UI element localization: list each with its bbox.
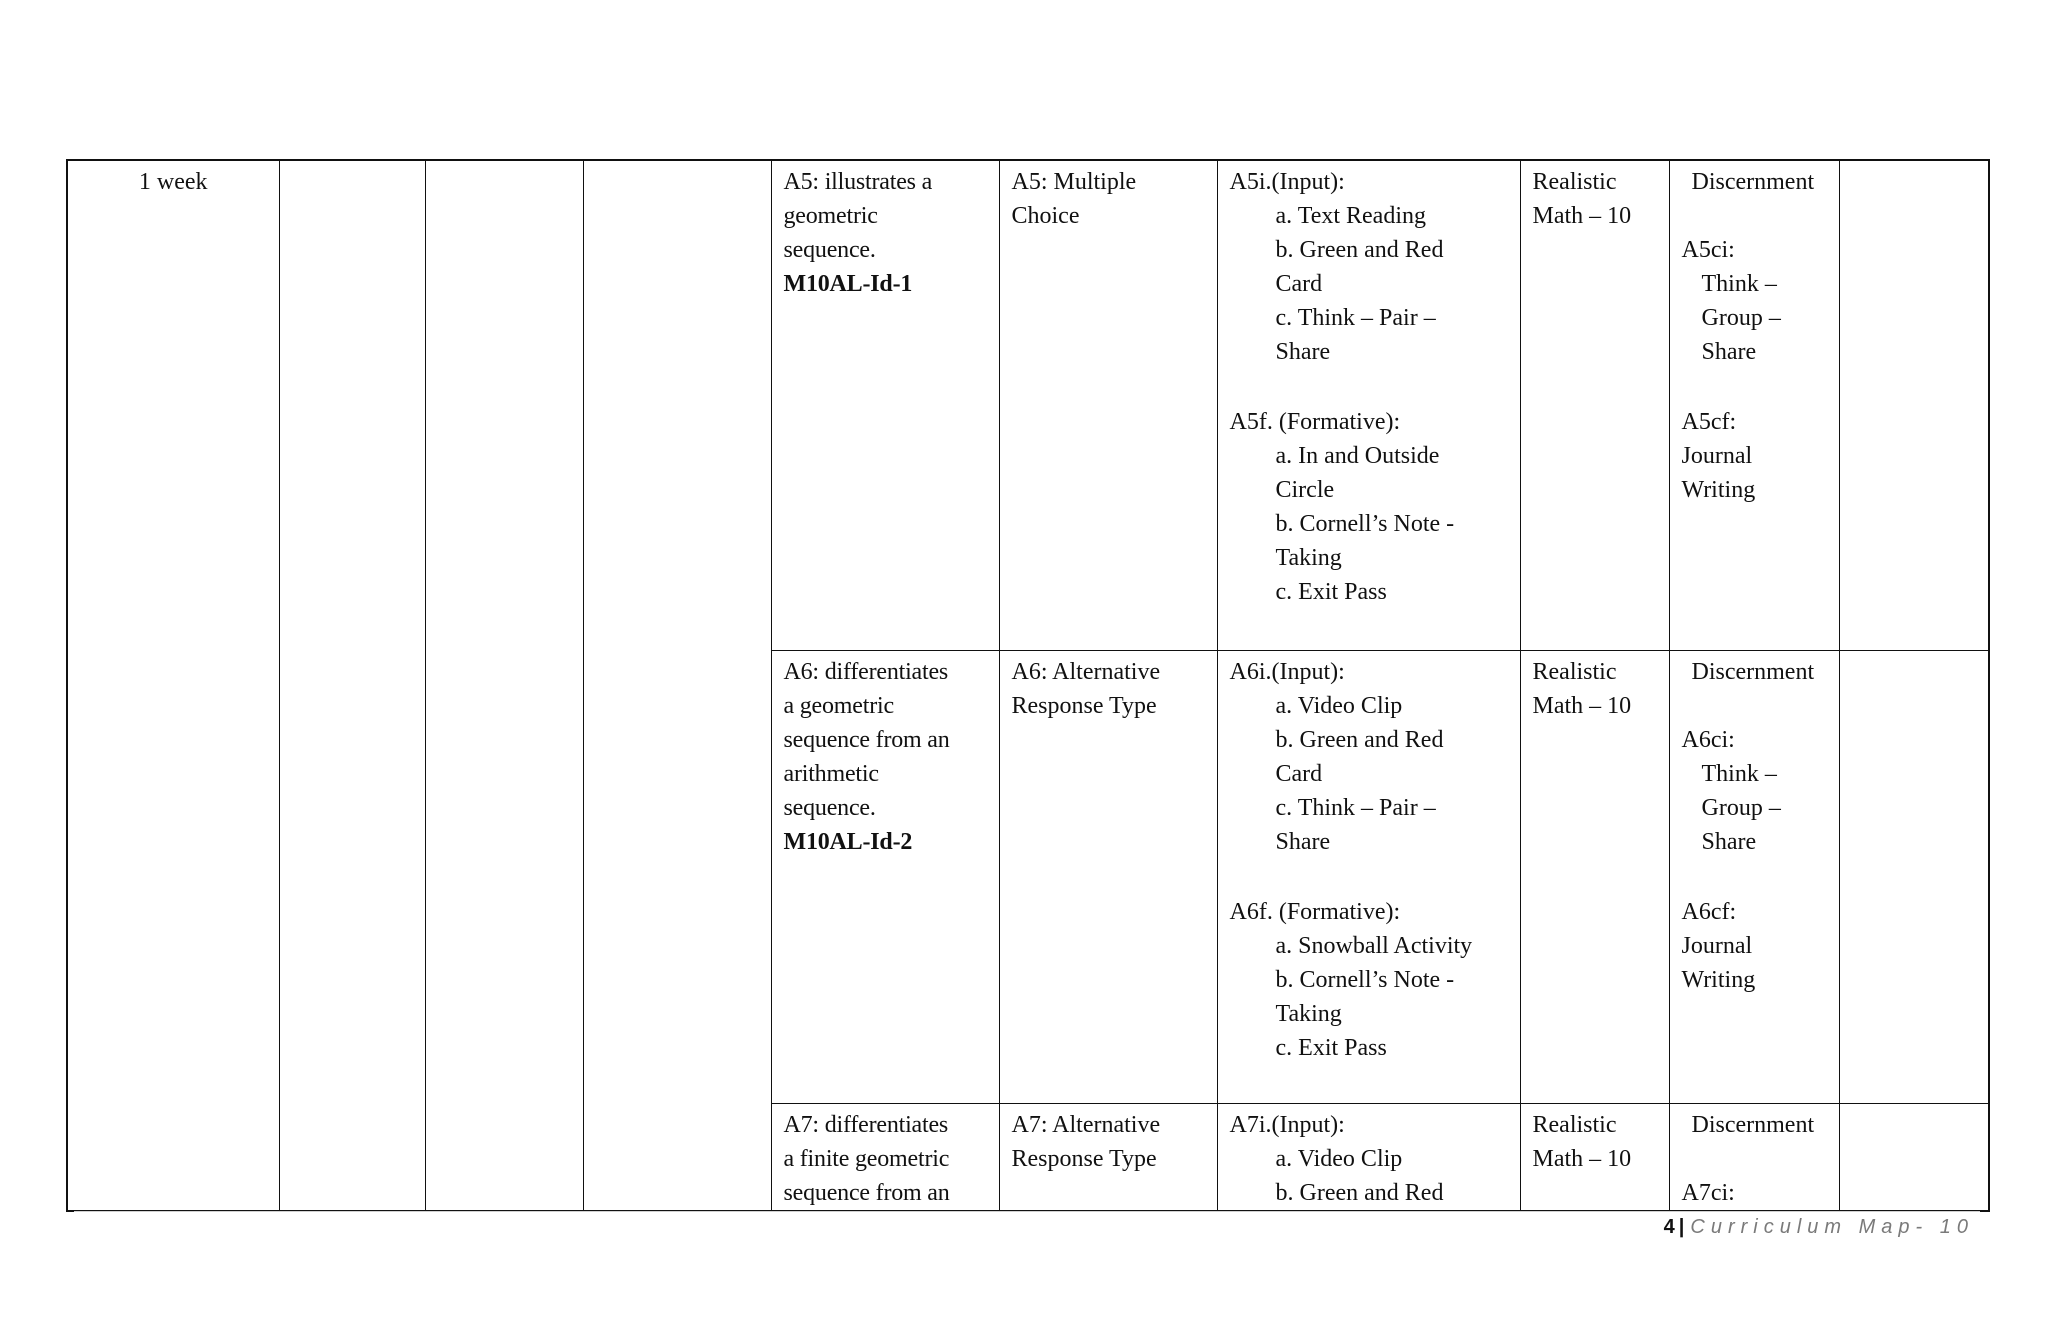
- competency-cell: [771, 160, 999, 650]
- resource-line: Math – 10: [1532, 1145, 1632, 1172]
- document-title: Curriculum Map- 10: [1690, 1216, 1974, 1238]
- activity-item: a. Text Reading: [1275, 203, 1427, 229]
- assessment-cell: [999, 650, 1217, 1103]
- competency-line: sequence from an: [783, 726, 950, 753]
- competency-line: sequence.: [783, 237, 876, 263]
- competency-code: M10AL-Id-2: [783, 828, 913, 855]
- core-value: Discernment: [1691, 658, 1815, 685]
- table-row: [67, 160, 1989, 650]
- resources-cell: [1520, 650, 1669, 1103]
- competency-line: A7: differentiates: [783, 1111, 949, 1138]
- cf-item: Writing: [1681, 966, 1756, 993]
- activities-cell: [1217, 1103, 1520, 1211]
- footer-separator: |: [1678, 1216, 1685, 1238]
- input-heading: A5i.(Input):: [1229, 169, 1345, 195]
- ci-heading: A5ci:: [1681, 237, 1735, 263]
- core-value: Discernment: [1691, 169, 1815, 195]
- ci-item: Group –: [1701, 305, 1781, 331]
- competency-line: geometric: [783, 203, 878, 229]
- activity-item: Taking: [1275, 545, 1342, 571]
- resource-line: Realistic: [1532, 169, 1617, 195]
- competency-line: a geometric: [783, 692, 894, 719]
- page-number: 4: [1663, 1216, 1675, 1238]
- empty-cell: [279, 160, 425, 1211]
- resources-cell: [1520, 1103, 1669, 1211]
- activity-item: b. Green and Red: [1275, 1179, 1444, 1206]
- assessment-line: A6: Alternative: [1011, 658, 1161, 685]
- competency-line: A5: illustrates a: [783, 169, 933, 195]
- resource-line: Realistic: [1532, 1111, 1617, 1138]
- activity-item: b. Cornell’s Note -: [1275, 966, 1455, 993]
- cf-item: Journal: [1681, 932, 1753, 959]
- competency-cell: [771, 1103, 999, 1211]
- ci-item: Think –: [1701, 271, 1777, 297]
- assessment-line: A7: Alternative: [1011, 1111, 1161, 1138]
- empty-cell: [583, 160, 771, 1211]
- cf-heading: A5cf:: [1681, 409, 1737, 435]
- assessment-line: Response Type: [1011, 692, 1157, 719]
- empty-cell: [425, 160, 583, 1211]
- formative-heading: A5f. (Formative):: [1229, 409, 1401, 435]
- institutional-core-values-cell: [1669, 1103, 1839, 1211]
- activity-item: Share: [1275, 339, 1331, 365]
- institutional-core-values-cell: [1669, 650, 1839, 1103]
- activity-item: Taking: [1275, 1000, 1342, 1027]
- empty-cell: [1839, 650, 1989, 1103]
- competency-line: a finite geometric: [783, 1145, 950, 1172]
- cf-item: Journal: [1681, 443, 1753, 469]
- activity-item: a. Video Clip: [1275, 1145, 1403, 1172]
- activity-item: a. In and Outside: [1275, 443, 1440, 469]
- activity-item: b. Cornell’s Note -: [1275, 511, 1455, 537]
- institutional-core-values-cell: [1669, 160, 1839, 650]
- week-cell: 1 week: [67, 160, 279, 1211]
- ci-item: Share: [1701, 828, 1757, 855]
- activity-item: a. Snowball Activity: [1275, 932, 1473, 959]
- activity-item: Card: [1275, 760, 1323, 787]
- ci-heading: A6ci:: [1681, 726, 1735, 753]
- competency-line: arithmetic: [783, 760, 879, 787]
- activity-item: Share: [1275, 828, 1331, 855]
- cf-heading: A6cf:: [1681, 898, 1737, 925]
- ci-item: Share: [1701, 339, 1757, 365]
- footer-divider: [74, 1211, 1980, 1212]
- resource-line: Realistic: [1532, 658, 1617, 685]
- ci-heading: A7ci:: [1681, 1179, 1735, 1206]
- input-heading: A7i.(Input):: [1229, 1111, 1345, 1138]
- assessment-line: Response Type: [1011, 1145, 1157, 1172]
- competency-line: sequence.: [783, 794, 876, 821]
- activity-item: c. Think – Pair –: [1275, 794, 1436, 821]
- activity-item: c. Exit Pass: [1275, 1034, 1387, 1061]
- empty-cell: [1839, 160, 1989, 650]
- activity-item: b. Green and Red: [1275, 726, 1444, 753]
- activity-item: Card: [1275, 271, 1323, 297]
- assessment-cell: [999, 160, 1217, 650]
- formative-heading: A6f. (Formative):: [1229, 898, 1401, 925]
- activity-item: b. Green and Red: [1275, 237, 1444, 263]
- activity-item: c. Think – Pair –: [1275, 305, 1436, 331]
- competency-cell: [771, 650, 999, 1103]
- curriculum-map-table: [66, 159, 1990, 1212]
- competency-code: M10AL-Id-1: [783, 271, 913, 297]
- core-value: Discernment: [1691, 1111, 1815, 1138]
- activity-item: a. Video Clip: [1275, 692, 1403, 719]
- competency-line: sequence from an: [783, 1179, 950, 1206]
- activities-cell: [1217, 650, 1520, 1103]
- empty-cell: [1839, 1103, 1989, 1211]
- resource-line: Math – 10: [1532, 692, 1632, 719]
- cf-item: Writing: [1681, 477, 1756, 503]
- activities-cell: [1217, 160, 1520, 650]
- resources-cell: [1520, 160, 1669, 650]
- assessment-line: A5: Multiple: [1011, 169, 1137, 195]
- ci-item: Group –: [1701, 794, 1781, 821]
- input-heading: A6i.(Input):: [1229, 658, 1345, 685]
- assessment-cell: [999, 1103, 1217, 1211]
- resource-line: Math – 10: [1532, 203, 1632, 229]
- ci-item: Think –: [1701, 760, 1777, 787]
- activity-item: c. Exit Pass: [1275, 579, 1387, 605]
- page-footer: [1664, 1214, 1974, 1240]
- assessment-line: Choice: [1011, 203, 1080, 229]
- activity-item: Circle: [1275, 477, 1335, 503]
- competency-line: A6: differentiates: [783, 658, 949, 685]
